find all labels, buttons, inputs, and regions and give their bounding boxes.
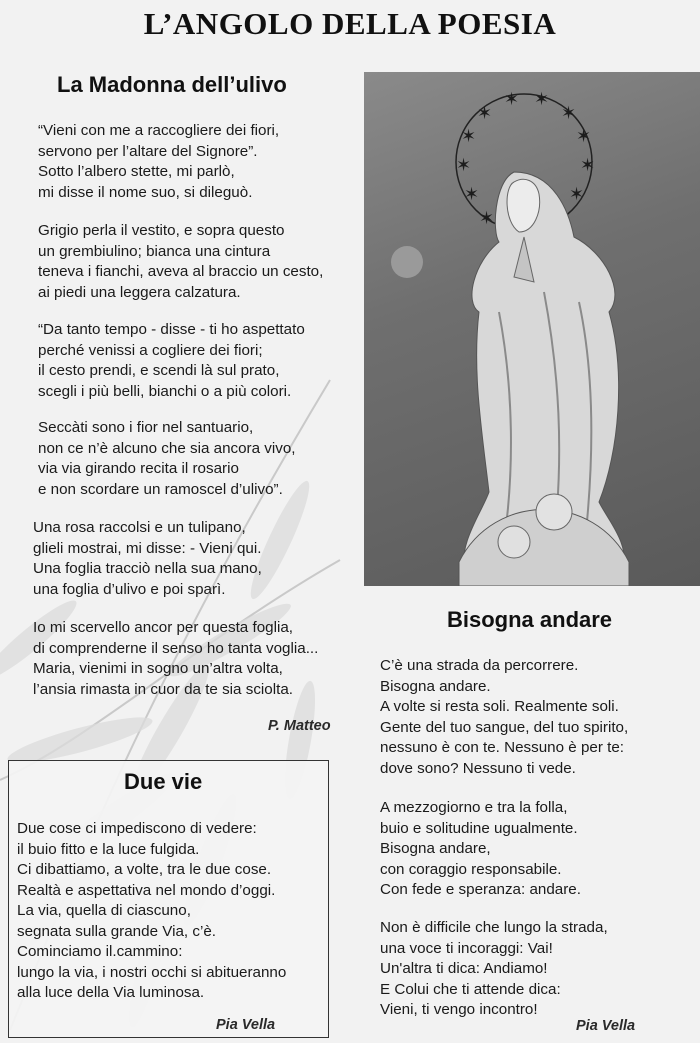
poem-line: e non scordare un ramoscel d’ulivo”. [38,480,283,498]
poem-line: E Colui che ti attende dica: [380,980,561,998]
svg-text:✶: ✶ [580,155,596,176]
section-title: L’ANGOLO DELLA POESIA [143,6,557,41]
poem-line: alla luce della Via luminosa. [17,984,205,1001]
poem2-stanza [17,819,286,1004]
poem-line: Seccàti sono i fior nel santuario, [38,419,254,436]
poem3-stanza [380,918,608,1021]
svg-text:✶: ✶ [561,103,577,124]
svg-text:✶: ✶ [479,208,495,229]
poem-line: ai piedi una leggera calzatura. [38,283,241,301]
poem1-stanza [38,121,279,203]
poem-line: Io mi scervello ancor per questa foglia, [33,619,294,636]
poem-line: di comprenderne il senso ho tanta voglia... [33,639,319,657]
svg-text:✶: ✶ [504,89,520,110]
poem-line: servono per l’altare del Signore”. [38,142,258,160]
poem-line: Un'altra ti dica: Andiamo! [380,960,548,977]
poem-line: Realtà e aspettativa nel mondo d’oggi. [17,881,276,899]
svg-text:✶: ✶ [464,184,480,205]
poem-line: A volte si resta soli. Realmente soli. [380,698,619,715]
poem1-stanza [38,320,305,402]
poem-line: teneva i fianchi, aveva al braccio un cesto, [38,263,324,280]
poem-line: C’è una strada da percorrere. [380,657,579,674]
poem2-author: Pia Vella [216,1017,276,1033]
poem-line: Grigio perla il vestito, e sopra questo [38,222,285,239]
madonna-photo [364,72,700,586]
poem-line: scegli i più belli, bianchi o a più colori. [38,382,292,400]
poem2-title: Due vie [124,769,203,794]
poem-line: con coraggio responsabile. [380,860,562,878]
poem-line: una foglia d’ulivo e poi sparì. [33,580,226,598]
poem1-title: La Madonna dell’ulivo [57,72,287,97]
poem-line: Maria, vienimi in sogno un’altra volta, [33,660,283,677]
madonna-statue-icon [364,72,700,586]
poem3-stanza [380,656,628,779]
poem-line: Vieni, ti vengo incontro! [380,1001,538,1018]
poem-line: segnata sulla grande Via, c’è. [17,922,216,940]
poem-line: perché venissi a cogliere dei fiori; [38,341,263,359]
poem-line: lungo la via, i nostri occhi si abitueranno [17,963,287,981]
poem-line: non ce n’è alcuno che sia ancora vivo, [38,439,296,457]
poem-line: una voce ti incoraggi: Vai! [380,939,553,957]
poem-line: Due cose ci impediscono di vedere: [17,820,257,837]
poem-line: nessuno è con te. Nessuno è per te: [380,739,625,756]
svg-text:✶: ✶ [456,155,472,176]
poem-line: via via girando recita il rosario [38,460,239,477]
svg-text:✶: ✶ [461,126,477,147]
poem-line: un grembiulino; bianca una cintura [38,242,271,260]
poem-line: Una foglia tracciò nella sua mano, [33,560,262,577]
poem3-stanza [380,798,581,901]
svg-text:✶: ✶ [569,184,585,205]
poem-line: Bisogna andare. [380,677,491,695]
poem-line: dove sono? Nessuno ti vede. [380,759,576,777]
poem-line: glieli mostrai, mi disse: - Vieni qui. [33,539,262,557]
poem-line: buio e solitudine ugualmente. [380,819,578,837]
poem1-stanza [38,221,323,303]
poem-line: Bisogna andare, [380,840,491,857]
poem-line: il buio fitto e la luce fulgida. [17,840,200,858]
poem-line: “Vieni con me a raccogliere dei fiori, [38,122,280,139]
poem1-stanza [33,518,262,600]
poem-line: mi disse il nome suo, si dileguò. [38,183,253,201]
poem1-stanza [33,618,318,700]
poem1-stanza [38,418,296,500]
poem3-author: Pia Vella [576,1018,636,1034]
poem-line: Una rosa raccolsi e un tulipano, [33,519,246,536]
poem-line: Ci dibattiamo, a volte, tra le due cose. [17,861,272,878]
poem-line: La via, quella di ciascuno, [17,902,191,919]
poem3-title: Bisogna andare [447,607,613,632]
svg-text:✶: ✶ [477,103,493,124]
poem1-author: P. Matteo [268,718,331,734]
poem-line: “Da tanto tempo - disse - ti ho aspettato [38,321,305,338]
poem-line: Sotto l’albero stette, mi parlò, [38,163,235,180]
poem-line: l’ansia rimasta in cuor da te sia sciolta. [33,680,293,698]
poem-line: Gente del tuo sangue, del tuo spirito, [380,718,629,736]
svg-text:✶: ✶ [534,89,550,110]
due-vie-box [8,760,329,1038]
poem-line: Non è difficile che lungo la strada, [380,919,608,936]
poem-line: il cesto prendi, e scendi là sul prato, [38,362,280,379]
svg-text:✶: ✶ [576,126,592,147]
poem-line: Con fede e speranza: andare. [380,881,581,898]
poem-line: Cominciamo il.cammino: [17,943,183,960]
poem-line: A mezzogiorno e tra la folla, [380,799,568,816]
